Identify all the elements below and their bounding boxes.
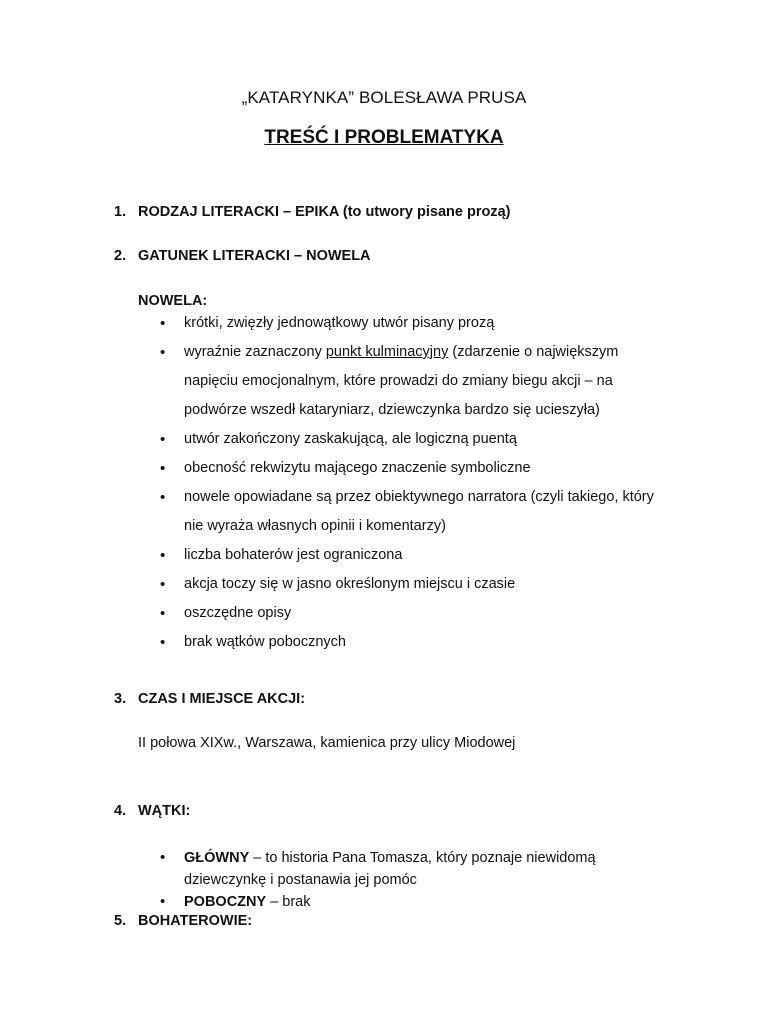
nowela-item-6: • liczba bohaterów jest ograniczona	[158, 541, 658, 570]
section-3-number: 3.	[114, 691, 127, 707]
nowela-item-2-pre: wyraźnie zaznaczony	[184, 344, 326, 360]
nowela-item-7: • akcja toczy się w jasno określonym miejscu i czasie	[158, 570, 658, 599]
nowela-item-3: • utwór zakończony zaskakującą, ale logiczną puentą	[158, 425, 658, 454]
nowela-item-2-underlined: punkt kulminacyjny	[325, 344, 449, 360]
document-subtitle: TREŚĆ I PROBLEMATYKA	[264, 127, 504, 148]
section-4-number: 4.	[114, 803, 127, 819]
watek-glowny-text: – to historia Pana Tomasza, który poznaje niewidomą dziewczynkę i postanawia jej pomóc	[184, 850, 596, 888]
section-1-text: RODZAJ LITERACKI – EPIKA (to utwory pisane prozą)	[138, 204, 511, 220]
section-2-number: 2.	[114, 248, 127, 264]
nowela-item-2-post: (zdarzenie o największym napięciu emocjonalnym, które prowadzi do zmiany biegu akcji – na podwórze wszedł kataryniarz, dziewczynka bardzo się ucieszyła)	[184, 344, 619, 418]
nowela-list	[158, 309, 658, 657]
watek-glowny-label: GŁÓWNY	[184, 850, 250, 866]
watek-glowny	[158, 847, 628, 891]
section-4-heading	[114, 803, 190, 819]
section-3-heading	[114, 691, 305, 707]
watki-list	[158, 847, 628, 913]
watek-poboczny-text: – brak	[266, 894, 311, 910]
section-1-heading	[114, 204, 510, 220]
watek-poboczny	[158, 891, 628, 913]
section-5-number: 5.	[114, 913, 127, 929]
nowela-item-1: • krótki, zwięzły jednowątkowy utwór pisany prozą	[158, 309, 658, 338]
document-title: „KATARYNKA” BOLESŁAWA PRUSA	[241, 88, 527, 107]
watek-poboczny-label: POBOCZNY	[184, 894, 267, 910]
section-5-heading	[114, 913, 252, 929]
czas-miejsce-text: II połowa XIXw., Warszawa, kamienica przy ulicy Miodowej	[138, 735, 516, 751]
section-2-heading	[114, 248, 371, 264]
nowela-item-8: • oszczędne opisy	[158, 599, 658, 628]
section-3-text: CZAS I MIEJSCE AKCJI:	[138, 691, 306, 707]
nowela-item-9: • brak wątków pobocznych	[158, 628, 658, 657]
nowela-item-4: • obecność rekwizytu mającego znaczenie symboliczne	[158, 454, 658, 483]
section-5-text: BOHATEROWIE:	[138, 913, 253, 929]
nowela-label: NOWELA:	[138, 293, 208, 309]
section-4-text: WĄTKI:	[138, 803, 191, 819]
section-1-number: 1.	[114, 204, 127, 220]
nowela-item-5: • nowele opowiadane są przez obiektywnego narratora (czyli takiego, który nie wyraża własnych opinii i komentarzy)	[158, 483, 658, 541]
nowela-item-2	[158, 338, 658, 425]
section-2-text: GATUNEK LITERACKI – NOWELA	[138, 248, 371, 264]
